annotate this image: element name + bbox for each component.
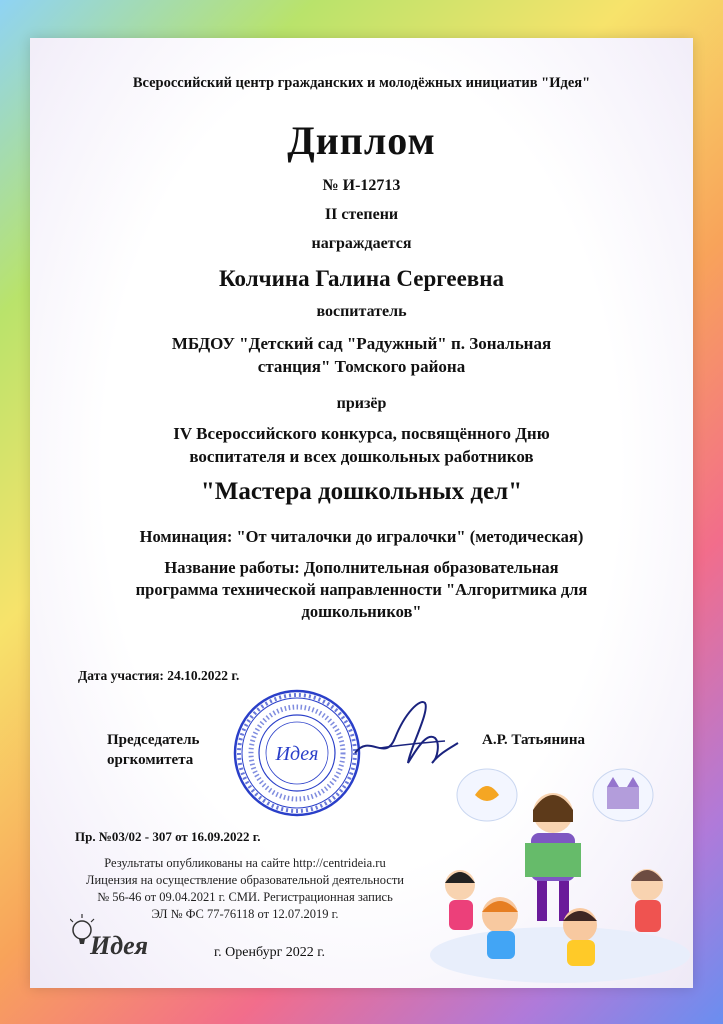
institution-line-1: МБДОУ "Детский сад "Радужный" п. Зональная <box>171 334 552 353</box>
logo-text: Идея <box>90 931 149 960</box>
results-line-3: № 56-46 от 09.04.2021 г. СМИ. Регистрационная запись <box>97 890 393 904</box>
stamp-text: Идея <box>275 743 319 765</box>
organizer: Всероссийский центр гражданских и молодёжных инициатив "Идея" <box>132 75 591 91</box>
results-line-4: ЭЛ № ФС 77-76118 от 12.07.2019 г. <box>151 907 339 921</box>
handwritten-signature <box>350 693 460 773</box>
diploma-number: № И-12713 <box>322 177 401 194</box>
order-number: Пр. №03/02 - 307 от 16.09.2022 г. <box>75 829 261 844</box>
round-stamp <box>232 688 362 818</box>
contest-line-1: IV Всероссийского конкурса, посвящённого Дню <box>173 424 550 443</box>
chair-label-2: оргкомитета <box>107 752 194 768</box>
contest-name: "Мастера дошкольных дел" <box>200 478 523 505</box>
recipient-position: воспитатель <box>316 303 407 320</box>
work-title-line-1: Название работы: Дополнительная образовательная <box>164 558 559 577</box>
diploma-title: Диплом <box>287 118 436 163</box>
nomination: Номинация: "От читалочки до игралочки" (методическая) <box>139 527 584 546</box>
institution-line-2: станция" Томского района <box>257 357 466 376</box>
children-reading-illustration <box>425 765 690 985</box>
contest-line-2: воспитателя и всех дошкольных работников <box>189 447 534 466</box>
degree: II степени <box>324 206 399 223</box>
idea-logo <box>70 914 160 966</box>
chair-label-1: Председатель <box>107 732 200 748</box>
status: призёр <box>336 395 387 412</box>
work-title-line-3: дошкольников" <box>301 602 422 621</box>
participation-date: Дата участия: 24.10.2022 г. <box>78 668 240 683</box>
city-year: г. Оренбург 2022 г. <box>214 945 325 960</box>
results-line-2: Лицензия на осуществление образовательной деятельности <box>86 873 404 887</box>
signatory-name: А.Р. Татьянина <box>482 732 585 748</box>
recipient-name: Колчина Галина Сергеевна <box>219 266 504 291</box>
results-line-1: Результаты опубликованы на сайте http://centrideia.ru <box>104 856 386 870</box>
awarded-text: награждается <box>311 235 412 252</box>
work-title-line-2: программа технической направленности "Алгоритмика для <box>135 580 588 599</box>
